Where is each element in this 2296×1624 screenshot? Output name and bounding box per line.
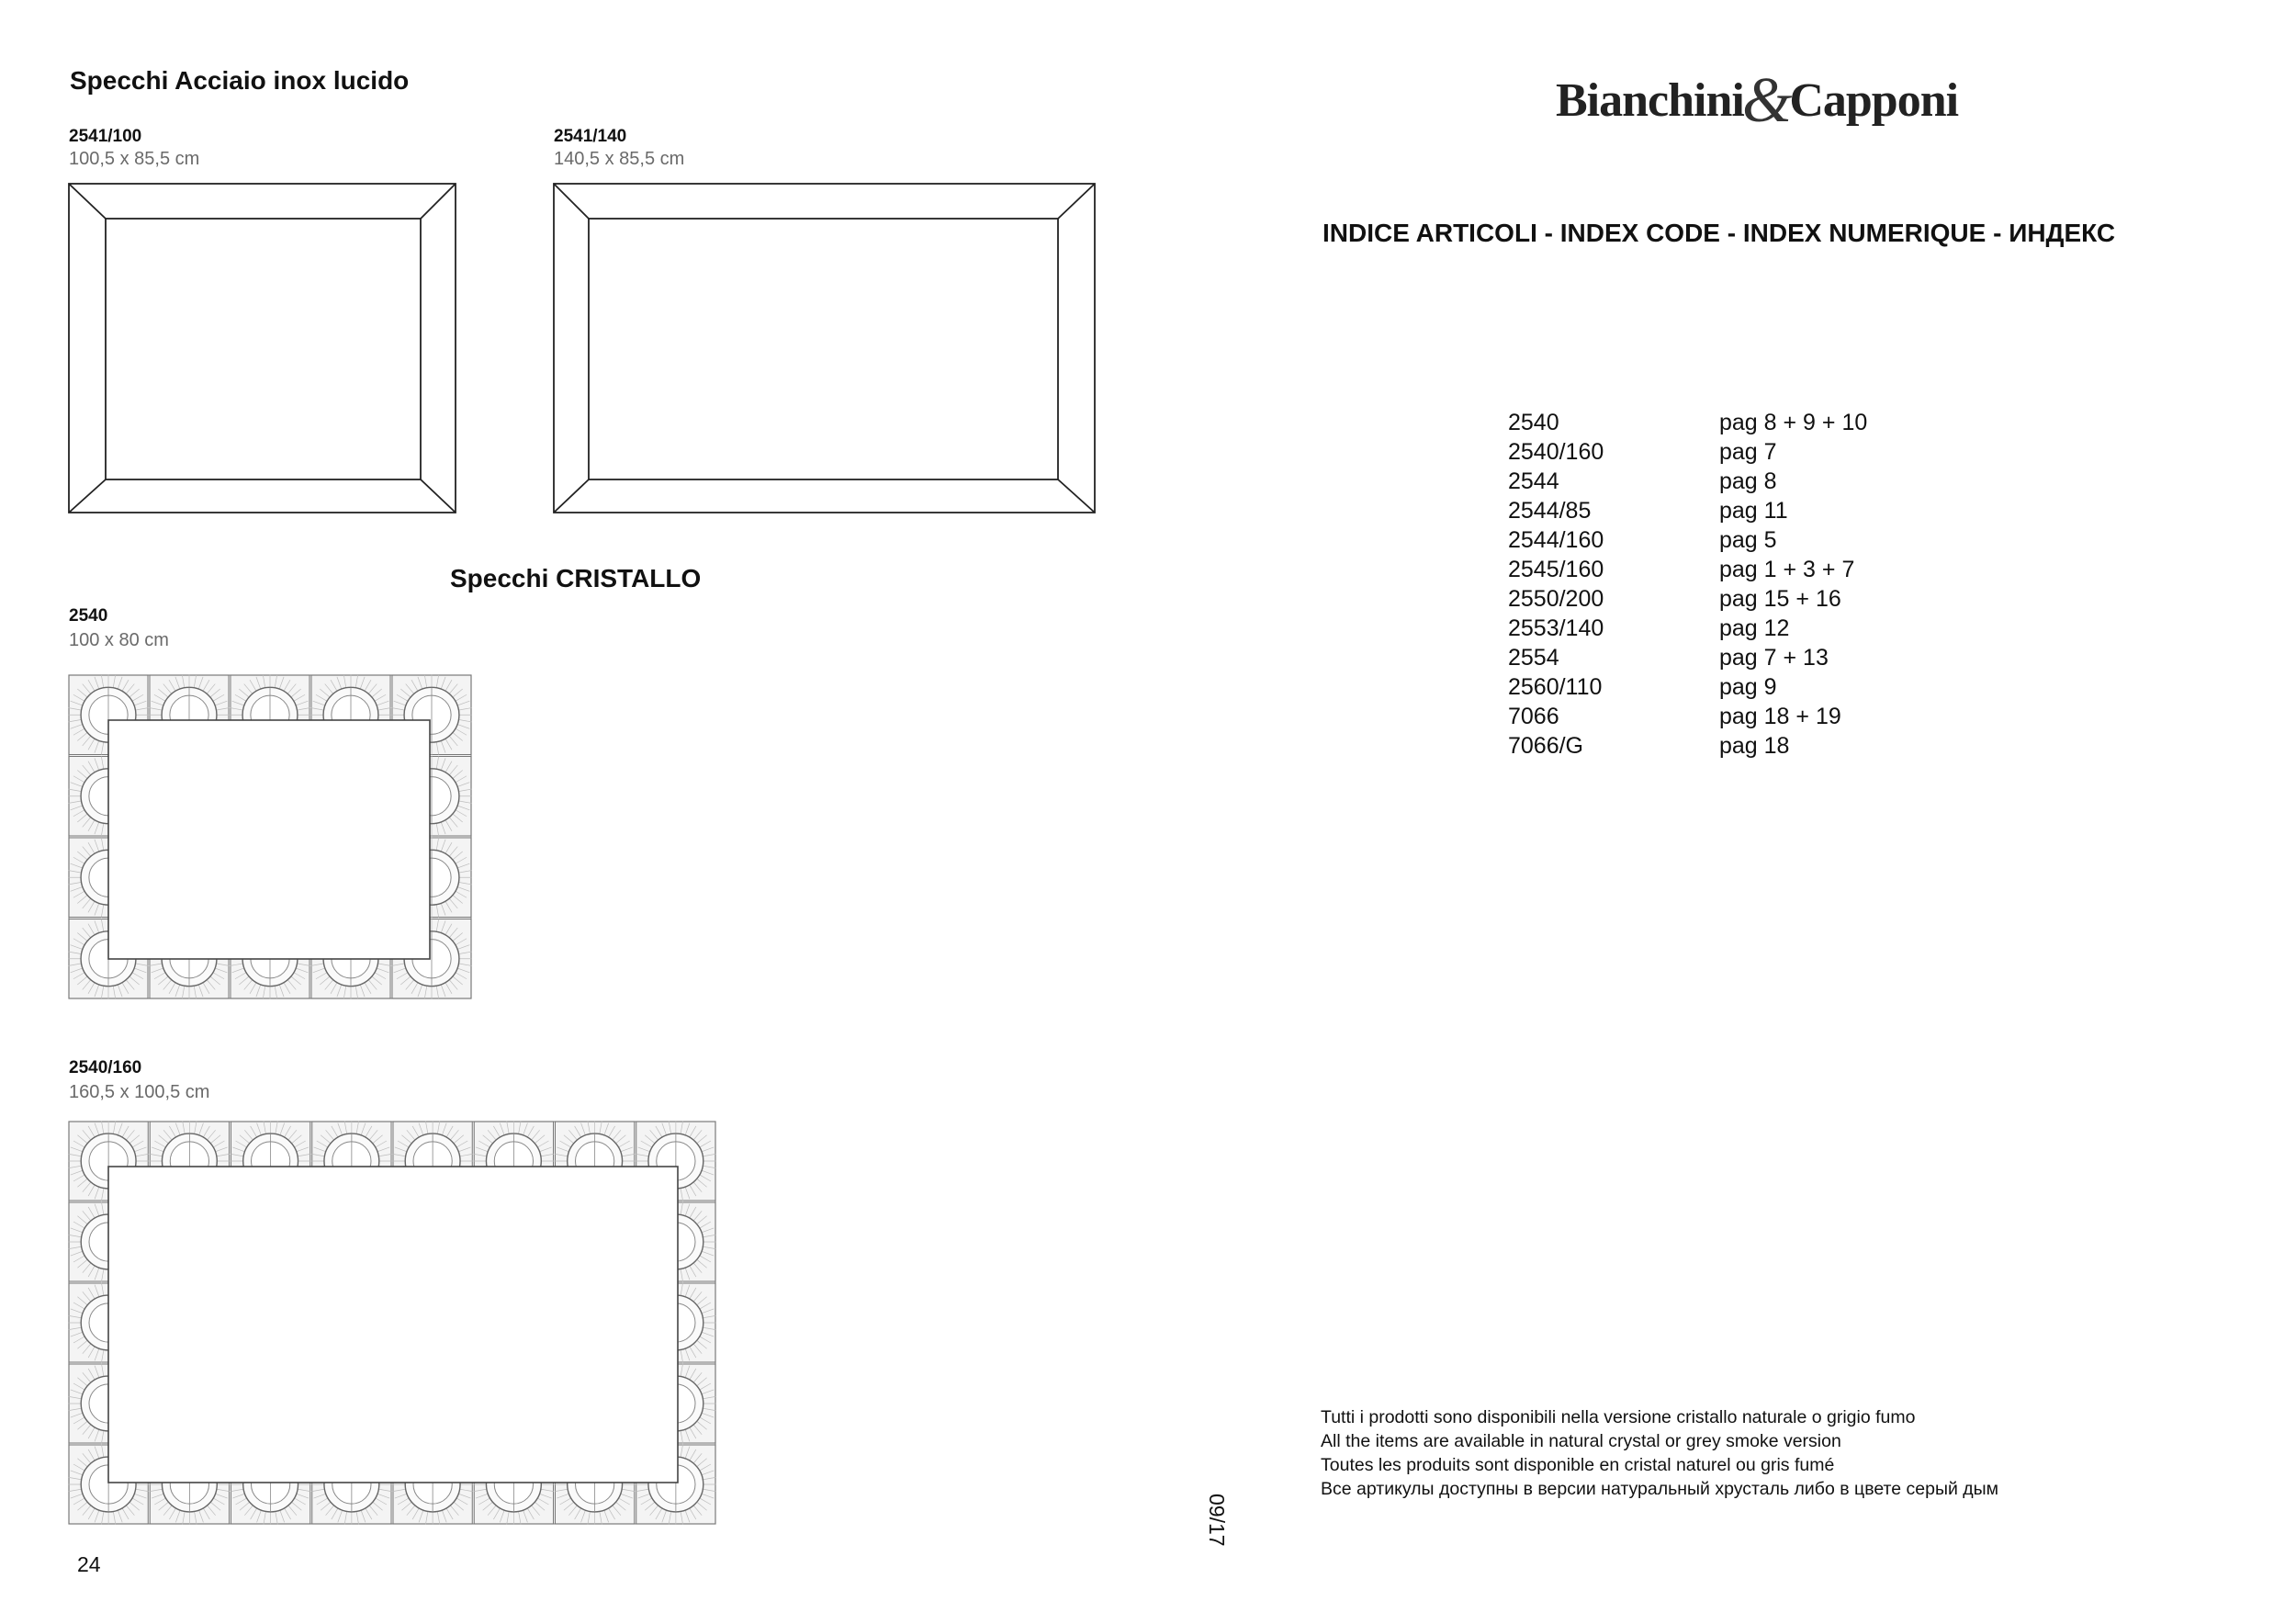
brand-ampersand: &	[1741, 65, 1792, 136]
mirror-drawing-2541-100	[68, 182, 459, 516]
index-pages: pag 8 + 9 + 10	[1719, 410, 1868, 435]
product-size-2540-160: 160,5 x 100,5 cm	[69, 1082, 210, 1102]
index-code: 2560/110	[1508, 674, 1603, 700]
mirror-glass	[108, 720, 430, 959]
index-code: 7066	[1508, 704, 1559, 729]
index-title: INDICE ARTICOLI - INDEX CODE - INDEX NUMERIQUE - ИНДЕКС	[1322, 219, 2116, 247]
index-code: 2554	[1508, 645, 1559, 671]
product-code-2541-140: 2541/140	[554, 127, 627, 146]
index-code: 2545/160	[1508, 557, 1604, 582]
index-pages: pag 1 + 3 + 7	[1719, 557, 1855, 582]
index-pages: pag 18 + 19	[1719, 704, 1841, 729]
index-code: 2540	[1508, 410, 1559, 435]
crystal-mirrors-title: Specchi CRISTALLO	[450, 564, 702, 592]
index-code: 2553/140	[1508, 615, 1604, 641]
index-pages: pag 12	[1719, 615, 1790, 641]
brand-name-part2: Capponi	[1789, 74, 1959, 127]
index-pages: pag 15 + 16	[1719, 586, 1841, 612]
index-pages: pag 18	[1719, 733, 1790, 759]
note-french: Toutes les produits sont disponible en cristal naturel ou gris fumé	[1321, 1455, 1835, 1475]
product-size-2540: 100 x 80 cm	[69, 630, 169, 650]
note-english: All the items are available in natural crystal or grey smoke version	[1321, 1431, 1841, 1451]
steel-mirrors-title: Specchi Acciaio inox lucido	[70, 66, 410, 95]
product-code-2541-100: 2541/100	[69, 127, 142, 146]
note-russian: Все артикулы доступны в версии натуральный хрусталь либо в цвете серый дым	[1321, 1479, 1999, 1499]
page-number: 24	[77, 1552, 101, 1576]
spine-date: 09/17	[1205, 1494, 1229, 1547]
brand-logo	[1556, 64, 1958, 138]
index-pages: pag 7	[1719, 439, 1777, 465]
brand-name-part1: Bianchini	[1556, 74, 1744, 127]
index-code: 2544/160	[1508, 527, 1604, 553]
product-size-2541-140: 140,5 x 85,5 cm	[554, 149, 685, 169]
mirror-glass	[108, 1167, 678, 1483]
note-italian: Tutti i prodotti sono disponibili nella versione cristallo naturale o grigio fumo	[1321, 1407, 1916, 1427]
product-code-2540-160: 2540/160	[69, 1058, 142, 1077]
availability-notes	[1321, 1405, 1998, 1501]
index-code: 2550/200	[1508, 586, 1604, 612]
index-code: 2540/160	[1508, 439, 1604, 465]
index-pages: pag 8	[1719, 468, 1777, 494]
product-size-2541-100: 100,5 x 85,5 cm	[69, 149, 200, 169]
index-code: 7066/G	[1508, 733, 1584, 759]
mirror-drawing-2540	[68, 674, 472, 999]
index-code: 2544/85	[1508, 498, 1592, 524]
mirror-drawing-2540-160	[68, 1121, 716, 1525]
index-code: 2544	[1508, 468, 1559, 494]
index-pages: pag 9	[1719, 674, 1777, 700]
index-pages: pag 5	[1719, 527, 1777, 553]
index-pages: pag 11	[1719, 498, 1788, 524]
index-pages: pag 7 + 13	[1719, 645, 1829, 671]
mirror-drawing-2541-140	[553, 182, 1097, 516]
product-code-2540: 2540	[69, 606, 108, 626]
